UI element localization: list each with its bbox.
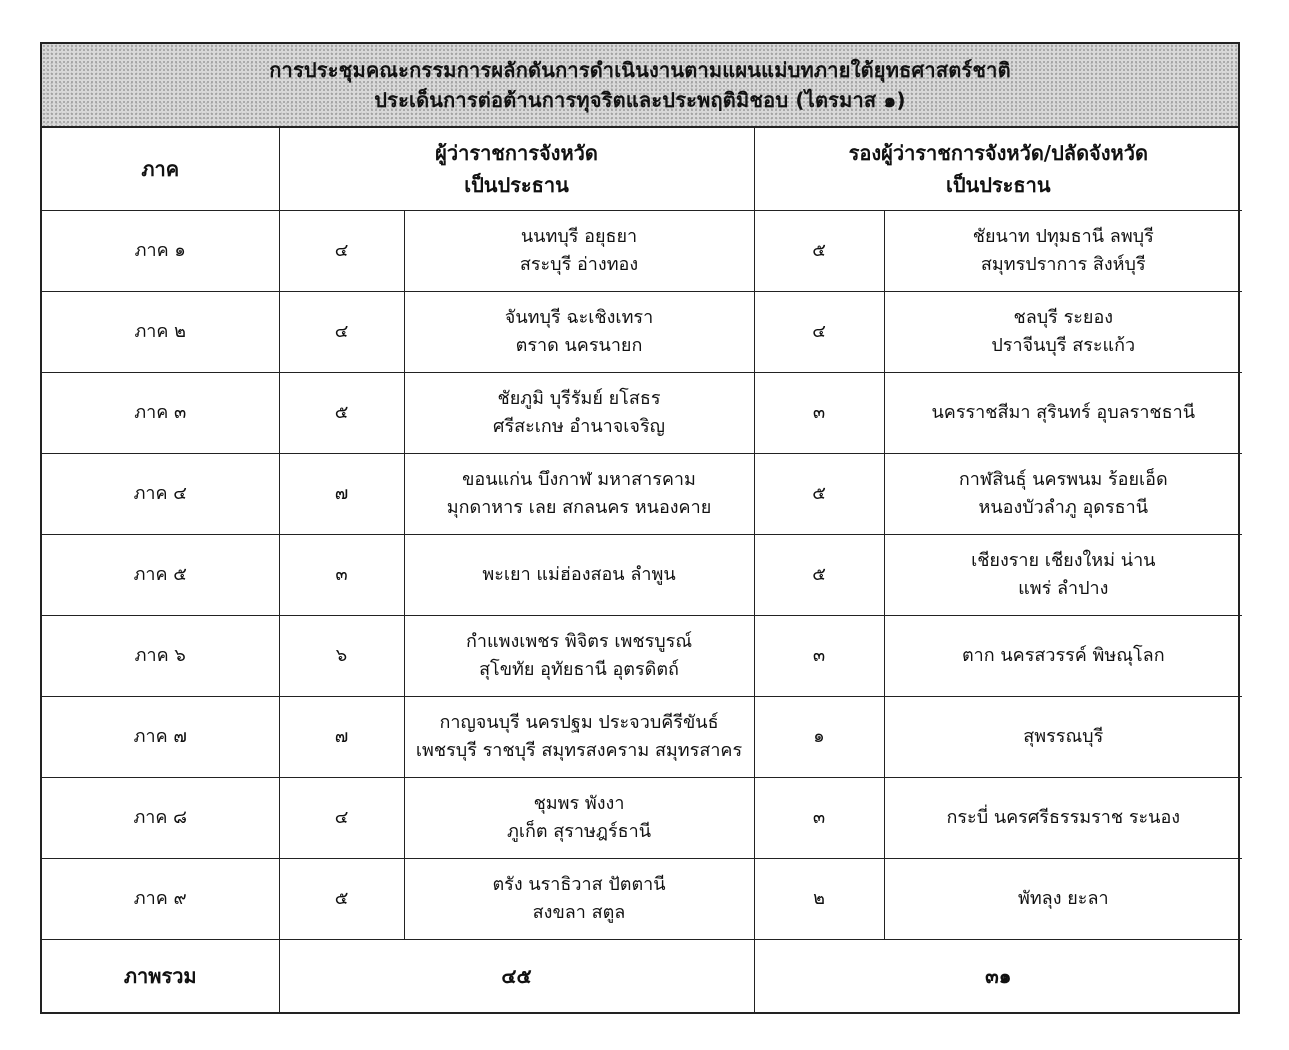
deputy-count-cell: ๓ <box>754 778 884 859</box>
governor-provinces-cell-line: สระบุรี อ่างทอง <box>519 254 639 275</box>
deputy-provinces-cell-line: ปราจีนบุรี สระแก้ว <box>991 335 1136 356</box>
governor-provinces-cell <box>404 535 754 616</box>
region-cell: ภาค ๗ <box>42 697 279 778</box>
deputy-count-cell: ๔ <box>754 292 884 373</box>
table-header-row <box>42 128 1242 211</box>
governor-provinces-cell-line: กาญจนบุรี นครปฐม ประจวบคีรีขันธ์ <box>439 712 719 733</box>
governor-count-cell: ๕ <box>279 373 404 454</box>
deputy-count-cell: ๓ <box>754 616 884 697</box>
title-band <box>42 44 1238 128</box>
table-row <box>42 211 1242 292</box>
governor-count-cell: ๔ <box>279 211 404 292</box>
governor-provinces-cell-line: จันทบุรี ฉะเชิงเทรา <box>504 307 654 328</box>
region-cell: ภาค ๕ <box>42 535 279 616</box>
region-cell: ภาค ๑ <box>42 211 279 292</box>
governor-provinces-cell-line: สงขลา สตูล <box>532 902 626 923</box>
deputy-provinces-cell-line: สุพรรณบุรี <box>1023 726 1104 747</box>
governor-provinces-cell-line: กำแพงเพชร พิจิตร เพชรบูรณ์ <box>465 631 693 652</box>
governor-count-cell: ๗ <box>279 697 404 778</box>
table-row <box>42 616 1242 697</box>
deputy-provinces-cell-line: เชียงราย เชียงใหม่ น่าน <box>971 550 1156 571</box>
region-cell: ภาค ๒ <box>42 292 279 373</box>
governor-provinces-cell-line: พะเยา แม่ฮ่องสอน ลำพูน <box>482 564 676 585</box>
deputy-provinces-cell-line: สมุทรปราการ สิงห์บุรี <box>980 254 1146 275</box>
deputy-count-cell: ๕ <box>754 454 884 535</box>
governor-provinces-cell-line: นนทบุรี อยุธยา <box>520 226 638 247</box>
governor-provinces-cell-line: ตรัง นราธิวาส ปัตตานี <box>492 874 666 895</box>
deputy-provinces-cell-line: นครราชสีมา สุรินทร์ อุบลราชธานี <box>931 402 1196 423</box>
governor-total: ๔๕ <box>279 940 754 1013</box>
deputy-provinces-cell <box>884 697 1242 778</box>
deputy-count-cell: ๕ <box>754 535 884 616</box>
header-governor-line-2: เป็นประธาน <box>464 173 569 197</box>
deputy-provinces-cell <box>884 535 1242 616</box>
governor-provinces-cell <box>404 859 754 940</box>
header-deputy-line-1: รองผู้ว่าราชการจังหวัด/ปลัดจังหวัด <box>848 141 1148 165</box>
deputy-provinces-cell-line: ชลบุรี ระยอง <box>1013 307 1114 328</box>
deputy-provinces-cell-line: ตาก นครสวรรค์ พิษณุโลก <box>961 645 1165 666</box>
governor-provinces-cell <box>404 292 754 373</box>
governor-provinces-cell-line: ศรีสะเกษ อำนาจเจริญ <box>493 416 665 437</box>
region-cell: ภาค ๓ <box>42 373 279 454</box>
title-line-2: ประเด็นการต่อต้านการทุจริตและประพฤติมิชอบ (ไตรมาส ๑) <box>374 88 906 112</box>
table-row <box>42 454 1242 535</box>
region-cell: ภาค ๔ <box>42 454 279 535</box>
header-governor <box>279 128 754 211</box>
governor-provinces-cell-line: ตราด นครนายก <box>515 335 643 356</box>
governor-count-cell: ๗ <box>279 454 404 535</box>
governor-count-cell: ๓ <box>279 535 404 616</box>
governor-provinces-cell <box>404 211 754 292</box>
region-cell: ภาค ๘ <box>42 778 279 859</box>
deputy-provinces-cell-line: กระบี่ นครศรีธรรมราช ระนอง <box>946 807 1181 828</box>
deputy-provinces-cell-line: หนองบัวลำภู อุดรธานี <box>978 497 1149 518</box>
header-governor-line-1: ผู้ว่าราชการจังหวัด <box>435 141 598 165</box>
deputy-count-cell: ๑ <box>754 697 884 778</box>
deputy-provinces-cell <box>884 373 1242 454</box>
governor-provinces-cell-line: ภูเก็ต สุราษฎร์ธานี <box>506 821 652 842</box>
table-row <box>42 535 1242 616</box>
deputy-provinces-cell-line: กาฬสินธุ์ นครพนม ร้อยเอ็ด <box>958 469 1168 490</box>
governor-count-cell: ๔ <box>279 778 404 859</box>
header-region: ภาค <box>42 128 279 211</box>
table-row <box>42 292 1242 373</box>
region-cell: ภาค ๖ <box>42 616 279 697</box>
governor-provinces-cell-line: มุกดาหาร เลย สกลนคร หนองคาย <box>446 497 712 518</box>
governor-provinces-cell <box>404 454 754 535</box>
deputy-provinces-cell <box>884 292 1242 373</box>
deputy-total: ๓๑ <box>754 940 1242 1013</box>
governor-provinces-cell-line: ชุมพร พังงา <box>533 793 625 814</box>
deputy-provinces-cell <box>884 778 1242 859</box>
table-row <box>42 697 1242 778</box>
governor-count-cell: ๖ <box>279 616 404 697</box>
governor-count-cell: ๔ <box>279 292 404 373</box>
table-row <box>42 859 1242 940</box>
governor-provinces-cell-line: ขอนแก่น บึงกาฬ มหาสารคาม <box>462 469 696 490</box>
deputy-provinces-cell-line: พัทลุง ยะลา <box>1017 888 1109 909</box>
governor-provinces-cell <box>404 697 754 778</box>
governor-provinces-cell <box>404 373 754 454</box>
total-row <box>42 940 1242 1013</box>
deputy-count-cell: ๒ <box>754 859 884 940</box>
table-row <box>42 373 1242 454</box>
deputy-provinces-cell <box>884 211 1242 292</box>
governor-provinces-cell-line: เพชรบุรี ราชบุรี สมุทรสงคราม สมุทรสาคร <box>415 740 743 761</box>
title-line-1: การประชุมคณะกรรมการผลักดันการดำเนินงานตามแผนแม่บทภายใต้ยุทธศาสตร์ชาติ <box>269 58 1011 82</box>
region-cell: ภาค ๙ <box>42 859 279 940</box>
region-table <box>42 128 1242 1012</box>
header-deputy-line-2: เป็นประธาน <box>946 173 1051 197</box>
governor-provinces-cell <box>404 616 754 697</box>
deputy-provinces-cell <box>884 616 1242 697</box>
table-row <box>42 778 1242 859</box>
deputy-provinces-cell <box>884 454 1242 535</box>
header-deputy <box>754 128 1242 211</box>
governor-provinces-cell-line: สุโขทัย อุทัยธานี อุตรดิตถ์ <box>479 659 679 680</box>
deputy-provinces-cell-line: ชัยนาท ปทุมธานี ลพบุรี <box>972 226 1154 247</box>
governor-provinces-cell-line: ชัยภูมิ บุรีรัมย์ ยโสธร <box>497 388 661 409</box>
total-label: ภาพรวม <box>42 940 279 1013</box>
deputy-provinces-cell <box>884 859 1242 940</box>
deputy-count-cell: ๓ <box>754 373 884 454</box>
meeting-summary-table <box>40 42 1240 1014</box>
governor-provinces-cell <box>404 778 754 859</box>
deputy-count-cell: ๕ <box>754 211 884 292</box>
deputy-provinces-cell-line: แพร่ ลำปาง <box>1018 578 1109 599</box>
governor-count-cell: ๕ <box>279 859 404 940</box>
